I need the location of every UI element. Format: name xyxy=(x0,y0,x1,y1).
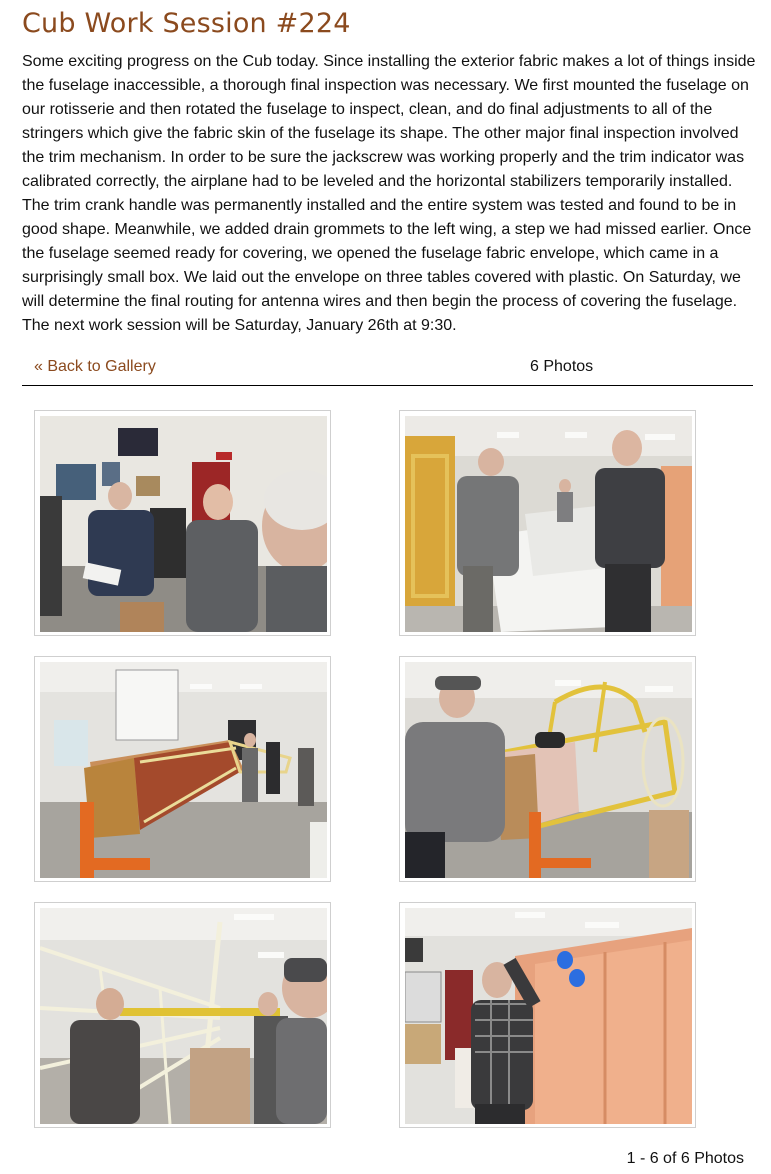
pagination-status: 1 - 6 of 6 Photos xyxy=(626,1150,744,1167)
photo-thumbnail-4[interactable] xyxy=(399,656,696,882)
photo-count: 6 Photos xyxy=(530,358,594,375)
photo-thumbnail-5[interactable] xyxy=(34,902,331,1128)
photo-thumbnail-2[interactable] xyxy=(399,410,696,636)
photo-thumbnail-6[interactable] xyxy=(399,902,696,1128)
photo-3-image xyxy=(40,662,327,878)
back-to-gallery-link[interactable]: « Back to Gallery xyxy=(34,358,156,375)
photo-thumbnail-1[interactable] xyxy=(34,410,331,636)
session-description: Some exciting progress on the Cub today. Since installing the exterior fabric makes a lot of things inside the fuselage inaccessible, a thorough final inspection was necessary. We first mounted the fuselage on our rotisserie and then rotated the fuselage to inspect, clean, and do final adjustments to all of the stringers which give the fabric skin of the fuselage its shape. The other major final inspection involved the trim mechanism. In order to be sure the jackscrew was working properly and the trim indicator was calibrated correctly, the airplane had to be leveled and the horizontal stabilizers temporarily installed. The trim crank handle was permanently installed and the entire system was tested and found to be in good shape. Meanwhile, we added drain grommets to the left wing, a step we had missed earlier. Once the fuselage seemed ready for covering, we opened the fuselage fabric envelope, which came in a surprisingly small box. We laid out the envelope on three tables covered with plastic. On Saturday, we will determine the final routing for antenna wires and then begin the process of covering the fuselage. The next work session will be Saturday, January 26th at 9:30. xyxy=(22,53,756,334)
photo-5-image xyxy=(40,908,327,1124)
photo-6-image xyxy=(405,908,692,1124)
gallery-nav-bar xyxy=(22,354,753,386)
photo-4-image xyxy=(405,662,692,878)
photo-1-image xyxy=(40,416,327,632)
page-title: Cub Work Session #224 xyxy=(22,8,351,39)
photo-thumbnail-3[interactable] xyxy=(34,656,331,882)
photo-2-image xyxy=(405,416,692,632)
